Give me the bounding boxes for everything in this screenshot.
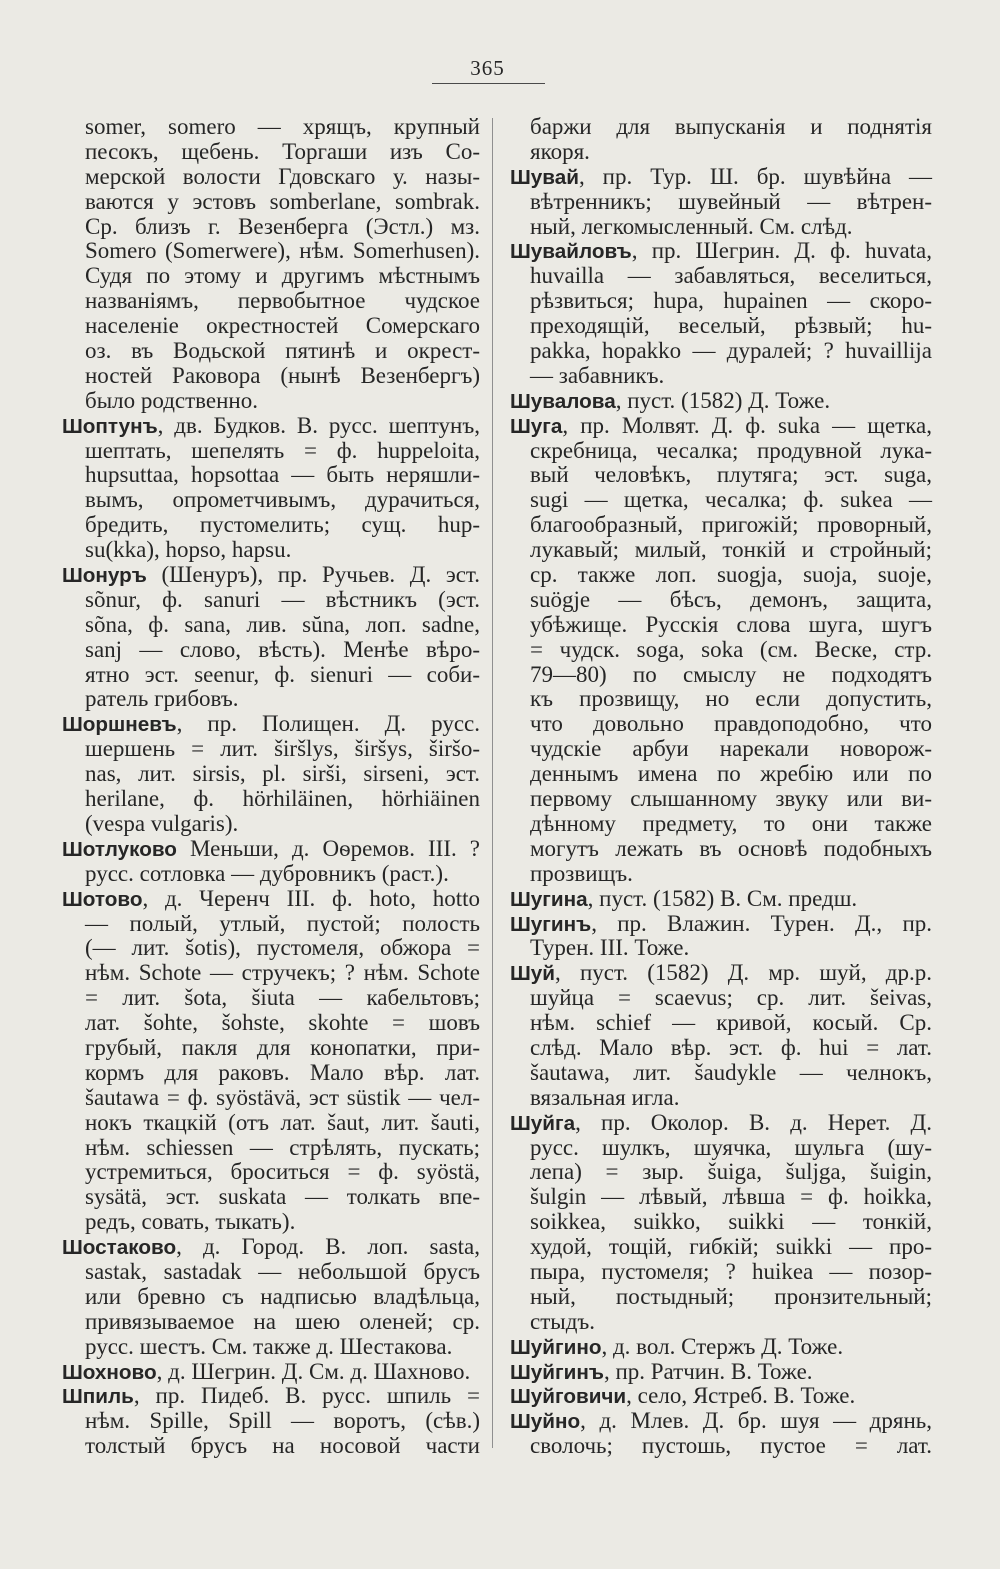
- line-text: suögje — бѣсъ, демонъ, защита,: [530, 586, 932, 612]
- dictionary-entry: [62, 837, 480, 887]
- line-text: , пр. Влажин. Турен. Д., пр.: [591, 910, 932, 936]
- headword: Шугина: [510, 887, 588, 911]
- line-text: вязальная игла.: [530, 1084, 680, 1110]
- text-line: [62, 439, 480, 464]
- text-line: [62, 1409, 480, 1434]
- line-text: , пр. Пидеб. В. русс. шпиль =: [133, 1383, 480, 1409]
- line-text: soikkea, suikko, suikki — тонкій,: [530, 1209, 932, 1235]
- dictionary-entry: [510, 912, 932, 962]
- line-text: ср. также лоп. suogja, suoja, suoje,: [530, 562, 932, 588]
- headword: Шонуръ: [62, 564, 147, 588]
- dictionary-entry: [510, 389, 932, 414]
- line-text: песокъ, щебень. Торгаши изъ Со-: [85, 138, 480, 164]
- text-line: [62, 1061, 480, 1086]
- headword: Шуй: [510, 962, 556, 986]
- line-text: , д. Шегрин. Д. См. д. Шахново.: [156, 1358, 471, 1384]
- line-text: привязываемое на шею оленей; ср.: [85, 1308, 480, 1334]
- line-text: прозвищъ.: [530, 860, 633, 886]
- line-text: = лит. šota, šiuta — кабельтовъ;: [85, 985, 480, 1011]
- line-text: Меньши, д. Оѳремов. III. ?: [176, 835, 480, 861]
- text-line: [510, 862, 932, 887]
- line-text: , пр. Молвят. Д. ф. suka — щетка,: [562, 412, 932, 438]
- text-line: [510, 737, 932, 762]
- line-text: herilane, ф. hörhiläinen, hörhiäinen: [85, 786, 480, 812]
- text-line: [510, 936, 932, 961]
- line-text: nas, лит. sirsis, pl. sirši, sirseni, эст.: [85, 761, 480, 787]
- text-line: [510, 414, 932, 439]
- headword: Шуйга: [510, 1111, 576, 1135]
- text-line: [62, 737, 480, 762]
- line-text: названіямъ, первобытное чудское: [85, 288, 480, 314]
- text-line: [510, 513, 932, 538]
- dictionary-entry: [62, 1235, 480, 1359]
- headword: Шуйгино: [510, 1335, 602, 1359]
- text-line: [62, 1086, 480, 1111]
- text-line: [62, 1136, 480, 1161]
- line-text: шершень = лит. širšlys, širšys, širšo-: [85, 736, 480, 762]
- line-text: ный, легкомысленный. См. слѣд.: [530, 213, 853, 239]
- line-text: было родственно.: [85, 387, 258, 413]
- headword: Шуйно: [510, 1410, 581, 1434]
- line-text: деннымъ имена по жребію или по: [530, 761, 932, 787]
- text-line: [62, 165, 480, 190]
- header-rule: [432, 83, 545, 84]
- line-text: somer, somero — хрящъ, крупный: [85, 114, 480, 139]
- line-text: оз. въ Водьской пятинѣ и окрест-: [85, 338, 480, 364]
- text-line: [510, 1111, 932, 1136]
- line-text: лат. šohte, šohste, skohte = шовъ: [85, 1010, 480, 1036]
- line-text: Судя по этому и другимъ мѣстнымъ: [85, 263, 480, 289]
- line-text: su(kka), hopso, hapsu.: [85, 537, 292, 563]
- text-line: [62, 1360, 480, 1385]
- line-text: , пр. Ратчин. В. Тоже.: [603, 1358, 813, 1384]
- line-text: могутъ лежать въ основѣ подобныхъ: [530, 835, 932, 861]
- dictionary-entry: [510, 1360, 932, 1385]
- line-text: преходящій, веселый, рѣзвый; hu-: [530, 313, 932, 339]
- headword: Шуга: [510, 414, 563, 438]
- line-text: якоря.: [530, 138, 590, 164]
- text-line: [510, 264, 932, 289]
- line-text: ратель грибовъ.: [85, 686, 239, 712]
- line-text: šautawa, лит. šaudykle — челнокъ,: [530, 1059, 932, 1085]
- line-text: бредить, пустомелить; сущ. hup-: [85, 512, 480, 538]
- line-text: — полый, утлый, пустой; полость: [85, 910, 480, 936]
- line-text: , пр. Тур. Ш. бр. шувѣйна —: [578, 163, 932, 189]
- text-line: [62, 837, 480, 862]
- headword: Шпиль: [62, 1385, 134, 1409]
- line-text: šulgin — лѣвый, лѣвша = ф. hoikka,: [530, 1184, 932, 1210]
- dictionary-entry: [510, 165, 932, 240]
- text-line: [62, 663, 480, 688]
- text-line: [62, 862, 480, 887]
- headword: Шохново: [62, 1360, 157, 1384]
- text-line: [62, 513, 480, 538]
- text-line: [62, 1260, 480, 1285]
- line-text: , пуст. (1582) Д. Тоже.: [615, 387, 831, 413]
- text-line: [62, 463, 480, 488]
- text-line: [510, 812, 932, 837]
- text-line: [62, 339, 480, 364]
- text-line: [510, 314, 932, 339]
- text-line: [62, 1235, 480, 1260]
- line-text: (— лит. šotis), пустомеля, обжора =: [85, 935, 480, 961]
- text-line: [510, 289, 932, 314]
- entry-continuation: [510, 115, 932, 165]
- text-line: [510, 1210, 932, 1235]
- text-line: [510, 663, 932, 688]
- line-text: пыра, пустомеля; ? huikea — позор-: [530, 1258, 932, 1284]
- line-text: устремиться, броситься = ф. syöstä,: [85, 1159, 480, 1185]
- headword: Шоптунъ: [62, 414, 158, 438]
- text-line: [62, 1036, 480, 1061]
- text-line: [510, 1310, 932, 1335]
- dictionary-entry: [510, 414, 932, 887]
- line-text: сволочь; пустошь, пустое = лат.: [530, 1433, 932, 1459]
- line-text: (Шенуръ), пр. Ручьев. Д. эст.: [146, 562, 480, 588]
- text-line: [510, 1011, 932, 1036]
- text-line: [62, 1335, 480, 1360]
- text-line: [62, 289, 480, 314]
- text-line: [62, 264, 480, 289]
- dictionary-entry: [510, 1384, 932, 1409]
- text-line: [510, 463, 932, 488]
- line-text: худой, тощій, гибкій; suikki — про-: [530, 1234, 932, 1260]
- line-text: — забавникъ.: [530, 362, 665, 388]
- line-text: sysätä, эст. suskata — толкать впе-: [85, 1184, 480, 1210]
- headword: Шуйгинъ: [510, 1360, 604, 1384]
- text-line: [510, 762, 932, 787]
- line-text: huvailla — забавляться, веселиться,: [530, 263, 932, 289]
- headword: Шугинъ: [510, 912, 592, 936]
- line-text: , пр. Полищен. Д. русс.: [176, 711, 480, 737]
- line-text: шептать, шепелять = ф. huppeloita,: [85, 437, 480, 463]
- text-line: [510, 1086, 932, 1111]
- dictionary-entry: [510, 239, 932, 388]
- line-text: , пр. Околор. В. д. Нерет. Д.: [575, 1109, 932, 1135]
- text-line: [510, 190, 932, 215]
- text-line: [510, 239, 932, 264]
- line-text: 79—80) по смыслу не подходятъ: [530, 661, 932, 687]
- line-text: , д. Черенч III. ф. hoto, hotto: [142, 885, 480, 911]
- headword: Шувайловъ: [510, 240, 632, 264]
- text-line: [62, 215, 480, 240]
- line-text: дѣнному предмету, то они также: [530, 810, 932, 836]
- line-text: шуйца = scaevus; ср. лит. šeivas,: [530, 985, 932, 1011]
- headword: Шотово: [62, 887, 143, 911]
- text-line: [510, 787, 932, 812]
- text-line: [510, 488, 932, 513]
- text-line: [62, 712, 480, 737]
- line-text: sugi — щетка, чесалка; ф. sukea —: [530, 487, 932, 513]
- text-line: [510, 837, 932, 862]
- line-text: убѣжище. Русскія слова шуга, шугъ: [530, 611, 932, 637]
- dictionary-entry: [62, 1384, 480, 1459]
- line-text: баржи для выпусканія и поднятія: [530, 114, 932, 139]
- line-text: толстый брусъ на носовой части: [85, 1433, 480, 1459]
- text-line: [62, 190, 480, 215]
- line-text: , пр. Шегрин. Д. ф. huvata,: [631, 238, 932, 264]
- line-text: кормъ для раковъ. Мало вѣр. лат.: [85, 1059, 480, 1085]
- line-text: нѣм. schief — кривой, косый. Ср.: [530, 1010, 932, 1036]
- line-text: нокъ ткацкій (отъ лат. šaut, лит. šauti,: [85, 1109, 480, 1135]
- text-line: [510, 1235, 932, 1260]
- line-text: , д. вол. Стержъ Д. Тоже.: [601, 1333, 844, 1359]
- line-text: šautawa = ф. syöstävä, эст süstik — чел-: [85, 1084, 480, 1110]
- line-text: стыдъ.: [530, 1308, 596, 1334]
- text-line: [510, 613, 932, 638]
- dictionary-entry: [62, 712, 480, 836]
- dictionary-entry: [510, 1111, 932, 1335]
- line-text: нѣм. Spille, Spill — воротъ, (сѣв.): [85, 1408, 480, 1434]
- text-line: [62, 986, 480, 1011]
- headword: Шуйговичи: [510, 1385, 627, 1409]
- text-line: [62, 1111, 480, 1136]
- line-text: ностей Раковора (нынѣ Везенбергъ): [85, 362, 480, 388]
- line-text: , дв. Будков. В. русс. шептунъ,: [157, 412, 480, 438]
- text-line: [510, 687, 932, 712]
- right-column: [510, 115, 932, 1459]
- line-text: , пуст. (1582) Д. мр. шуй, др.р.: [555, 960, 932, 986]
- text-line: [62, 912, 480, 937]
- text-line: [510, 887, 932, 912]
- text-line: [62, 239, 480, 264]
- line-text: pakka, hopakko — дуралей; ? huvaillija: [530, 338, 932, 364]
- line-text: (vespa vulgaris).: [85, 810, 239, 836]
- line-text: слѣд. Мало вѣр. эст. ф. hui = лат.: [530, 1034, 932, 1060]
- line-text: , пуст. (1582) В. См. предш.: [587, 885, 858, 911]
- line-text: благообразный, пригожій; проворный,: [530, 512, 932, 538]
- line-text: скребница, чесалка; продувной лука-: [530, 437, 932, 463]
- line-text: грубый, пакля для конопатки, при-: [85, 1034, 480, 1060]
- line-text: Somero (Somerwere), нѣм. Somerhusen).: [85, 238, 480, 264]
- line-text: ваются у эстовъ somberlane, sombrak.: [85, 188, 480, 214]
- line-text: населеніе окрестностей Сомерскаго: [85, 313, 480, 339]
- dictionary-entry: [62, 414, 480, 563]
- line-text: рѣзвиться; hupa, hupainen — скоро-: [530, 288, 932, 314]
- dictionary-entry: [62, 1360, 480, 1385]
- text-line: [62, 1210, 480, 1235]
- text-line: [510, 215, 932, 240]
- line-text: первому слышанному звуку или ви-: [530, 786, 932, 812]
- dictionary-entry: [510, 1409, 932, 1459]
- text-line: [510, 115, 932, 140]
- text-line: [62, 638, 480, 663]
- text-line: [62, 488, 480, 513]
- text-line: [510, 538, 932, 563]
- text-line: [62, 563, 480, 588]
- text-line: [62, 961, 480, 986]
- text-line: [510, 1384, 932, 1409]
- text-line: [510, 1260, 932, 1285]
- left-column: [62, 115, 480, 1459]
- line-text: русс. шестъ. См. также д. Шестакова.: [85, 1333, 453, 1359]
- text-line: [510, 1360, 932, 1385]
- line-text: редъ, совать, тыкать).: [85, 1209, 296, 1235]
- text-line: [62, 887, 480, 912]
- line-text: Турен. III. Тоже.: [530, 935, 690, 961]
- text-line: [62, 1434, 480, 1459]
- text-line: [62, 538, 480, 563]
- text-line: [62, 936, 480, 961]
- line-text: лепа) = зыр. šuiga, šuljga, šuigin,: [530, 1159, 932, 1185]
- text-line: [62, 1310, 480, 1335]
- text-line: [510, 364, 932, 389]
- text-line: [62, 787, 480, 812]
- line-text: вымъ, опрометчивымъ, дурачиться,: [85, 487, 480, 513]
- text-line: [62, 389, 480, 414]
- line-text: sõna, ф. sana, лив. sŭna, лоп. sadne,: [85, 611, 480, 637]
- line-text: чудскіе арбуи нарекали новорож-: [530, 736, 932, 762]
- line-text: ный, постыдный; пронзительный;: [530, 1283, 932, 1309]
- line-text: лукавый; милый, тонкій и стройный;: [530, 537, 932, 563]
- text-line: [62, 687, 480, 712]
- text-line: [62, 588, 480, 613]
- text-line: [62, 115, 480, 140]
- line-text: русс. шулкъ, шуячка, шульга (шу-: [530, 1134, 932, 1160]
- text-line: [510, 912, 932, 937]
- headword: Шувалова: [510, 389, 616, 413]
- line-text: или бревно съ надписью владѣльца,: [85, 1283, 480, 1309]
- line-text: = чудск. soga, soka (см. Веске, стр.: [530, 636, 932, 662]
- text-line: [510, 439, 932, 464]
- line-text: , село, Ястреб. В. Тоже.: [626, 1383, 856, 1409]
- line-text: вый человѣкъ, плутяга; эст. suga,: [530, 462, 932, 488]
- text-line: [62, 1011, 480, 1036]
- text-line: [510, 1036, 932, 1061]
- text-line: [510, 1335, 932, 1360]
- line-text: что довольно правдоподобно, что: [530, 711, 932, 737]
- text-line: [510, 986, 932, 1011]
- headword: Шостаково: [62, 1236, 177, 1260]
- line-text: Ср. близъ г. Везенберга (Эстл.) мз.: [85, 213, 480, 239]
- dictionary-entry: [510, 887, 932, 912]
- text-line: [62, 1185, 480, 1210]
- line-text: , д. Город. В. лоп. sasta,: [176, 1234, 480, 1260]
- line-text: , д. Млев. Д. бр. шуя — дрянь,: [580, 1408, 932, 1434]
- line-text: sastak, sastadak — небольшой брусъ: [85, 1258, 480, 1284]
- headword: Шоршневъ: [62, 713, 177, 737]
- text-line: [510, 712, 932, 737]
- text-line: [510, 563, 932, 588]
- text-line: [510, 1185, 932, 1210]
- dictionary-entry: [62, 563, 480, 712]
- headword: Шотлуково: [62, 837, 177, 861]
- line-text: мерской волости Гдовскаго у. назы-: [85, 163, 480, 189]
- line-text: русс. сотловка — дубровникъ (раст.).: [85, 860, 449, 886]
- dictionary-entry: [510, 1335, 932, 1360]
- line-text: нѣм. Schote — стручекъ; ? нѣм. Schote: [85, 960, 480, 986]
- line-text: къ прозвищу, но если допустить,: [530, 686, 932, 712]
- text-line: [62, 1285, 480, 1310]
- dictionary-entry: [62, 887, 480, 1235]
- line-text: вѣтренникъ; шувейный — вѣтрен-: [530, 188, 932, 214]
- line-text: hupsuttaa, hopsottaa — быть неряшли-: [85, 462, 480, 488]
- text-line: [510, 1285, 932, 1310]
- text-line: [62, 812, 480, 837]
- text-line: [510, 1409, 932, 1434]
- text-line: [510, 588, 932, 613]
- entry-continuation: [62, 115, 480, 414]
- text-line: [510, 165, 932, 190]
- text-line: [62, 414, 480, 439]
- text-line: [510, 339, 932, 364]
- page-number: 365: [470, 56, 505, 80]
- text-line: [62, 140, 480, 165]
- line-text: sanj — слово, вѣсть). Менѣе вѣро-: [85, 636, 480, 662]
- line-text: sõnur, ф. sanuri — вѣстникъ (эст.: [85, 586, 480, 612]
- text-line: [62, 364, 480, 389]
- text-line: [510, 389, 932, 414]
- text-line: [62, 613, 480, 638]
- column-divider: [492, 118, 493, 1448]
- text-line: [510, 1136, 932, 1161]
- text-line: [510, 1061, 932, 1086]
- text-line: [62, 762, 480, 787]
- text-line: [62, 1384, 480, 1409]
- text-line: [510, 638, 932, 663]
- dictionary-entry: [510, 961, 932, 1110]
- line-text: нѣм. schiessen — стрѣлять, пускать;: [85, 1134, 480, 1160]
- text-line: [510, 140, 932, 165]
- text-line: [510, 1160, 932, 1185]
- text-line: [62, 314, 480, 339]
- text-line: [510, 961, 932, 986]
- line-text: ятно эст. seenur, ф. sienuri — соби-: [85, 661, 480, 687]
- text-line: [62, 1160, 480, 1185]
- headword: Шувай: [510, 165, 579, 189]
- text-line: [510, 1434, 932, 1459]
